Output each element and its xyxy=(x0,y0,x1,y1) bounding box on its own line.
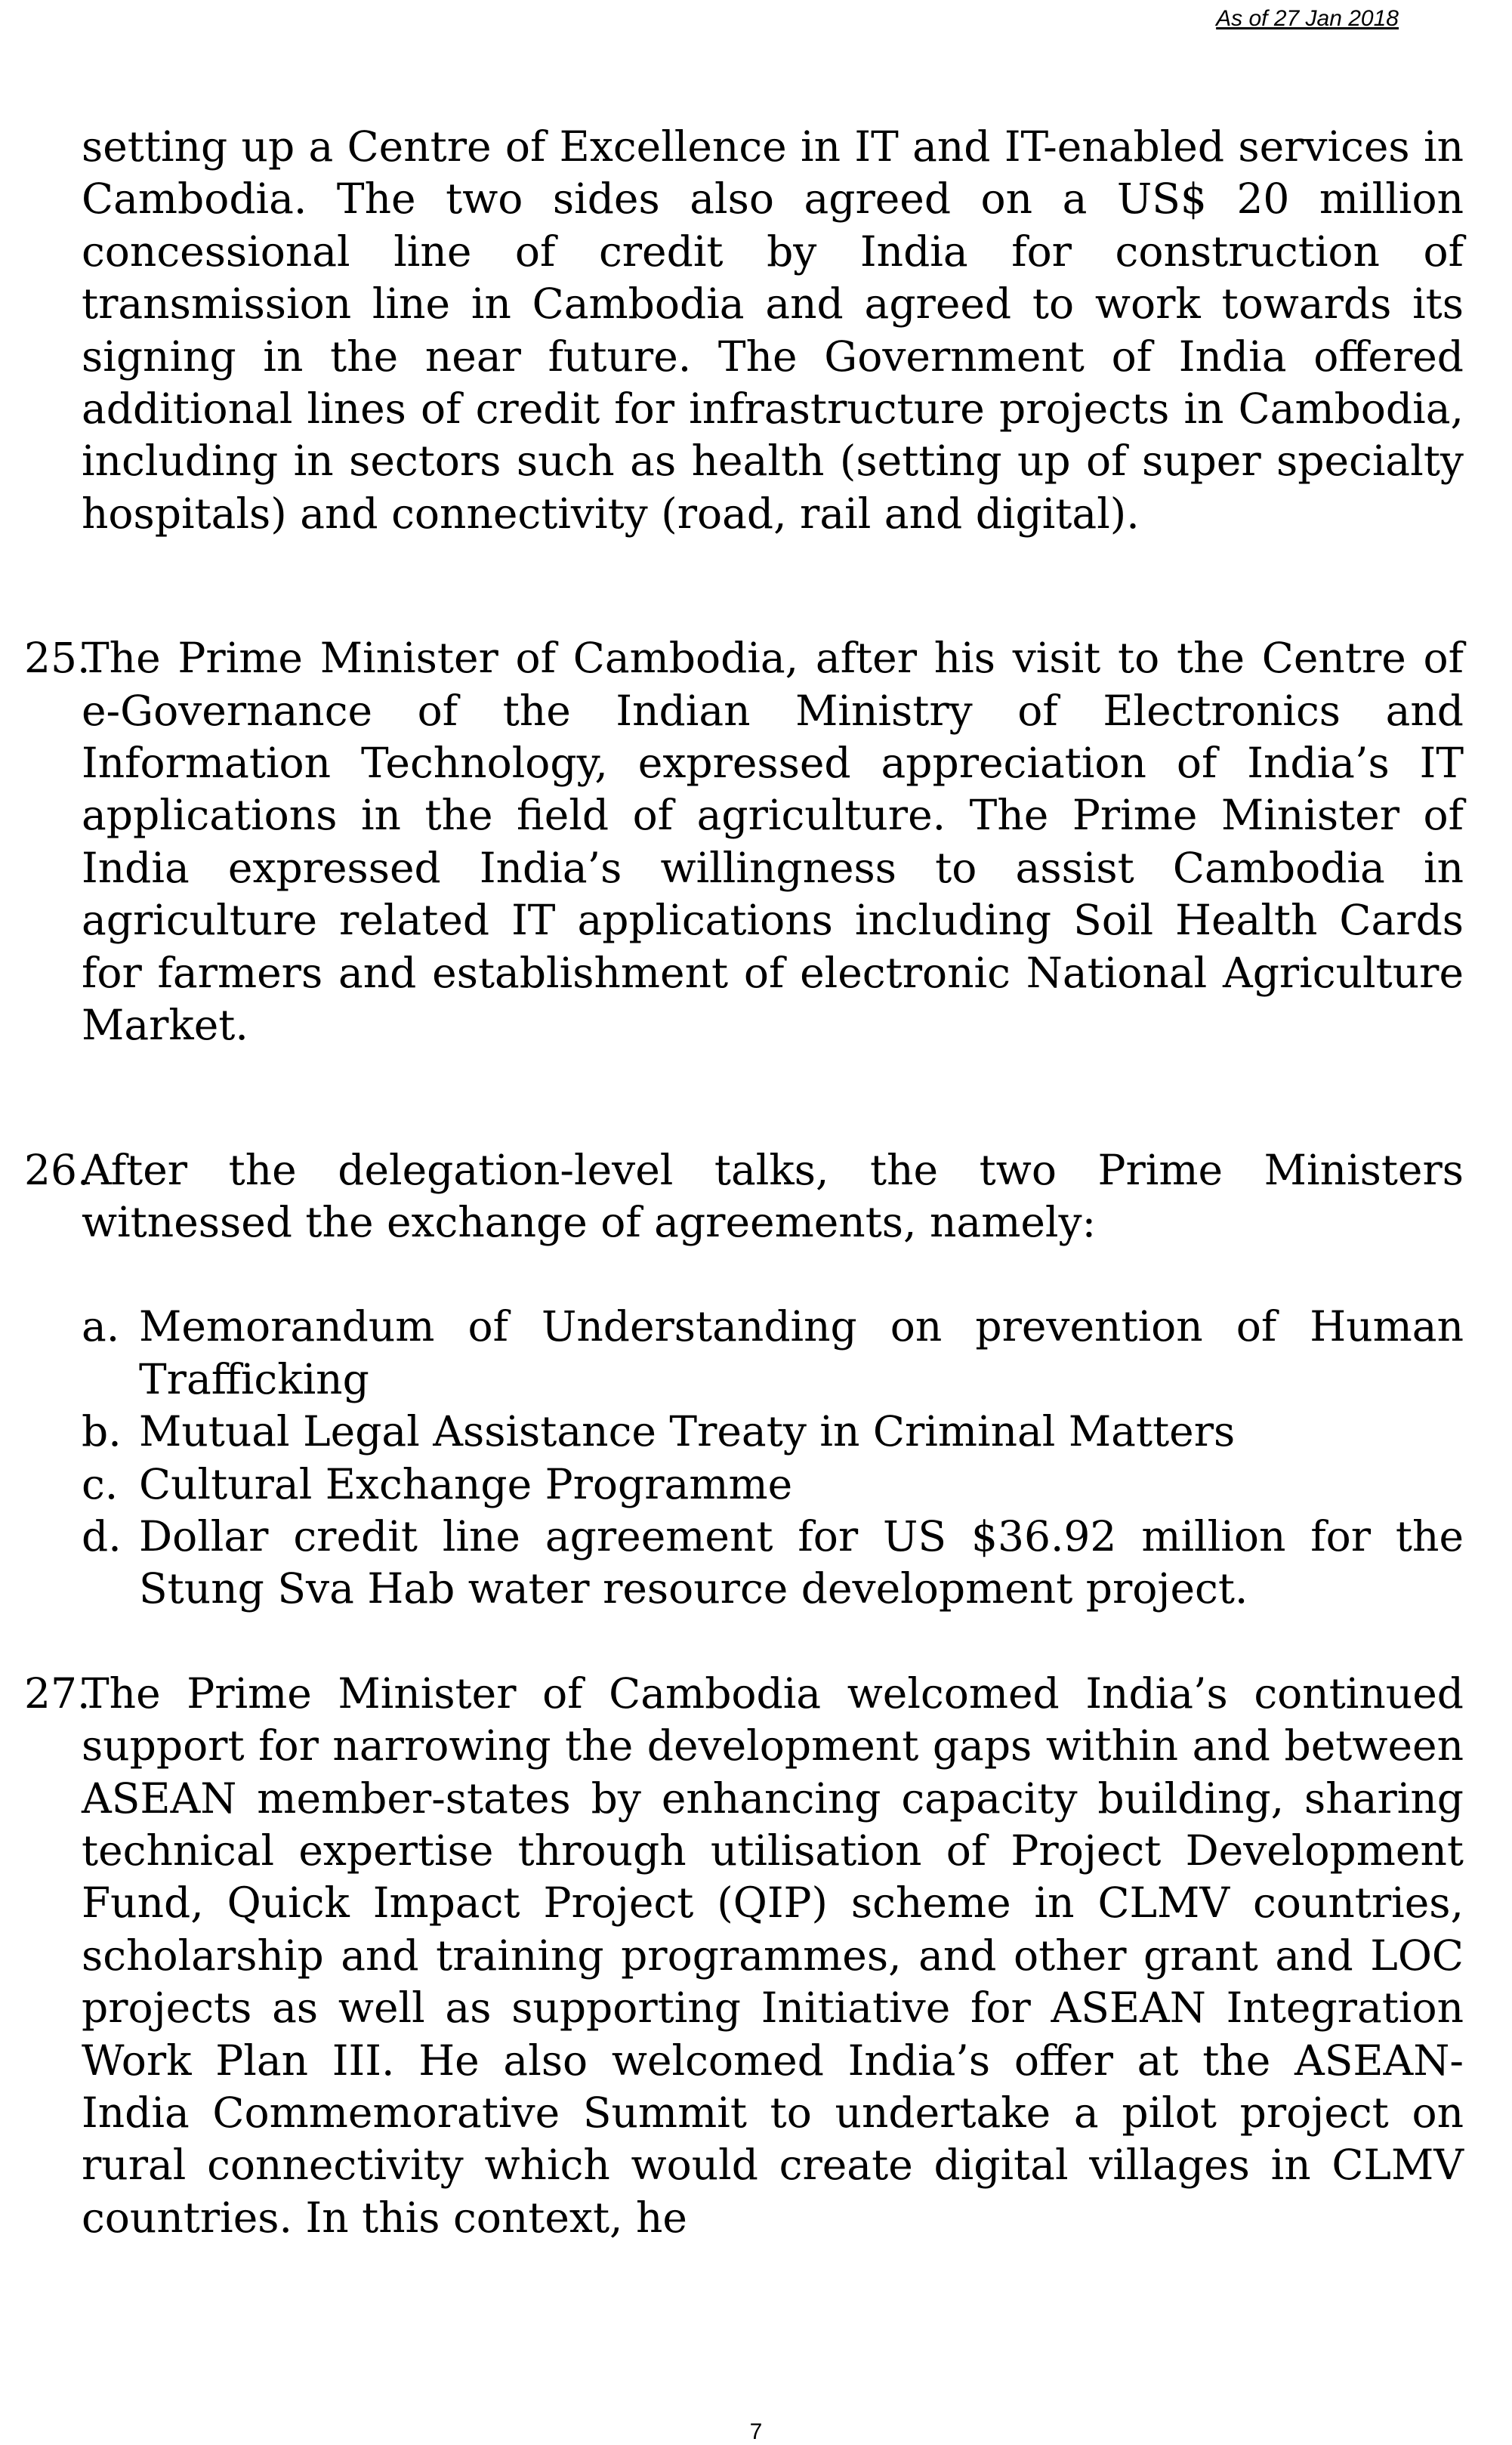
page-number: 7 xyxy=(749,2419,763,2444)
paragraph-continued: setting up a Centre of Excellence in IT and IT-enabled services in Cambodia. The two sides also agreed on a US$ 20 million concessional line of credit by India for construction of transmission line in Cambodia and agreed to work towards its signing in the near future. The Government of India offered additional lines of credit for infrastructure projects in Cambodia, including in sectors such as health (setting up of super specialty hospitals) and connectivity (road, rail and digital). xyxy=(82,122,1464,538)
paragraph-number: 27. xyxy=(24,1669,91,1718)
list-item-text: Cultural Exchange Programme xyxy=(139,1459,793,1508)
paragraph-text: The Prime Minister of Cambodia, after his visit to the Centre of e-Governance of the Indian Ministry of Electronics and Information Technology, expressed appreciation of India’s IT applications in the field of agriculture. The Prime Minister of India expressed India’s willingness to assist Cambodia in agriculture related IT applications including Soil Health Cards for farmers and establishment of electronic National Agriculture Market. xyxy=(82,634,1464,1050)
list-item xyxy=(82,1301,1464,1406)
paragraph-number: 26. xyxy=(24,1145,91,1194)
paragraph-25 xyxy=(24,632,1464,1051)
list-item xyxy=(82,1459,1464,1511)
paragraph-text: The Prime Minister of Cambodia welcomed India’s continued support for narrowing the development gaps within and between ASEAN member-states by enhancing capacity building, sharing technical expertise through utilisation of Project Development Fund, Quick Impact Project (QIP) scheme in CLMV countries, scholarship and training programmes, and other grant and LOC projects as well as supporting Initiative for ASEAN Integration Work Plan III. He also welcomed India’s offer at the ASEAN-India Commemorative Summit to undertake a pilot project on rural connectivity which would create digital villages in CLMV countries. In this context, he xyxy=(82,1669,1464,2242)
list-item xyxy=(82,1406,1464,1458)
paragraph-27 xyxy=(24,1668,1464,2244)
list-item-letter: a. xyxy=(82,1302,120,1351)
paragraph-26 xyxy=(24,1144,1464,1249)
paragraph-number: 25. xyxy=(24,634,91,683)
list-item xyxy=(82,1511,1464,1616)
list-item-text: Mutual Legal Assistance Treaty in Criminal Matters xyxy=(139,1407,1236,1456)
list-item-text: Dollar credit line agreement for US $36.92 million for the Stung Sva Hab water resource development project. xyxy=(139,1511,1464,1613)
list-item-letter: b. xyxy=(82,1407,122,1456)
document-body xyxy=(24,121,1464,2244)
agreements-list xyxy=(82,1301,1464,1615)
document-date-header: As of 27 Jan 2018 xyxy=(1216,6,1399,31)
paragraph-text: After the delegation-level talks, the two Prime Ministers witnessed the exchange of agreements, namely: xyxy=(82,1145,1464,1246)
list-item-text: Memorandum of Understanding on prevention of Human Trafficking xyxy=(139,1302,1464,1403)
list-item-letter: d. xyxy=(82,1511,122,1561)
list-item-letter: c. xyxy=(82,1459,119,1508)
